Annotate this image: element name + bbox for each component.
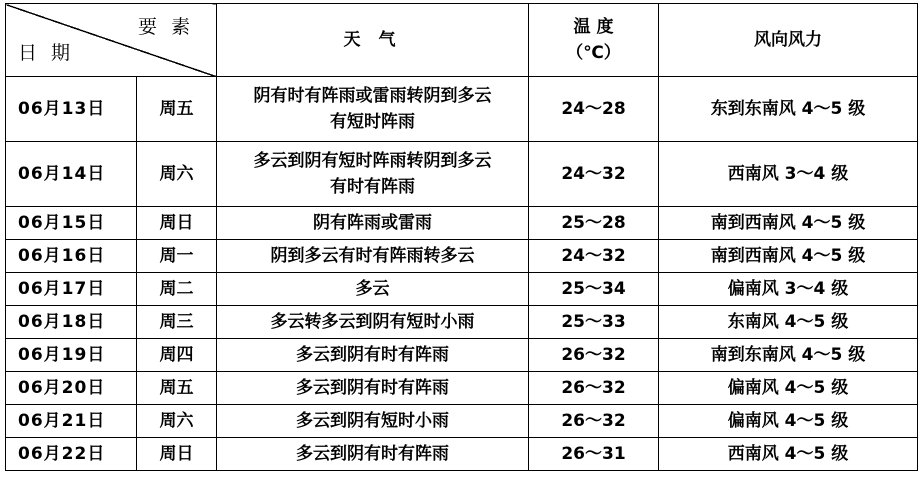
table-body	[6, 77, 918, 471]
date-cell: 06月13日	[6, 77, 137, 142]
table-row	[6, 306, 918, 339]
date-cell: 06月19日	[6, 339, 137, 372]
weekday-cell: 周五	[137, 77, 217, 142]
wind-cell: 西南风 3～4 级	[659, 142, 918, 207]
header-date-label: 日期	[18, 42, 85, 64]
table-row	[6, 273, 918, 306]
weather-forecast-table	[5, 3, 918, 471]
date-cell: 06月20日	[6, 372, 137, 405]
temperature-cell: 25～34	[529, 273, 659, 306]
temperature-cell: 26～32	[529, 405, 659, 438]
header-elements-label: 要素	[137, 16, 204, 38]
wind-cell: 南到西南风 4～5 级	[659, 240, 918, 273]
weather-line1: 多云到阴有时有阵雨	[296, 378, 449, 398]
weekday-cell: 周三	[137, 306, 217, 339]
weather-cell	[217, 438, 529, 471]
temperature-cell: 25～33	[529, 306, 659, 339]
wind-cell: 南到东南风 4～5 级	[659, 339, 918, 372]
table-row	[6, 77, 918, 142]
weather-line1: 阴有时有阵雨或雷雨转阴到多云	[253, 86, 492, 106]
weather-line1: 多云到阴有短时阵雨转阴到多云	[253, 151, 492, 171]
weekday-cell: 周四	[137, 339, 217, 372]
temperature-cell: 26～32	[529, 339, 659, 372]
weather-line1: 阴有阵雨或雷雨	[313, 213, 432, 233]
table-row	[6, 405, 918, 438]
temperature-cell: 24～32	[529, 142, 659, 207]
table-row	[6, 372, 918, 405]
header-weather	[217, 4, 529, 77]
weather-cell	[217, 142, 529, 207]
date-cell: 06月22日	[6, 438, 137, 471]
date-cell: 06月16日	[6, 240, 137, 273]
weekday-cell: 周六	[137, 405, 217, 438]
date-cell: 06月14日	[6, 142, 137, 207]
weekday-cell: 周日	[137, 438, 217, 471]
weather-cell	[217, 339, 529, 372]
table-row	[6, 142, 918, 207]
weather-cell	[217, 273, 529, 306]
weather-cell	[217, 372, 529, 405]
table-row	[6, 240, 918, 273]
weekday-cell: 周日	[137, 207, 217, 240]
header-weather-label: 天 气	[343, 30, 402, 50]
header-temp-line1: 温 度	[573, 17, 614, 37]
temperature-cell: 24～28	[529, 77, 659, 142]
header-temp-line2: （℃）	[566, 43, 621, 63]
date-cell: 06月18日	[6, 306, 137, 339]
date-cell: 06月15日	[6, 207, 137, 240]
weather-cell	[217, 240, 529, 273]
header-wind-label: 风向风力	[754, 30, 822, 50]
weather-cell	[217, 207, 529, 240]
weather-line1: 多云转多云到阴有短时小雨	[270, 312, 475, 332]
table-row	[6, 207, 918, 240]
weekday-cell: 周五	[137, 372, 217, 405]
weather-line1: 多云到阴有短时小雨	[296, 411, 449, 431]
header-temperature	[529, 4, 659, 77]
weather-line2: 有短时阵雨	[330, 112, 415, 132]
weekday-cell: 周二	[137, 273, 217, 306]
date-cell: 06月17日	[6, 273, 137, 306]
temperature-cell: 26～32	[529, 372, 659, 405]
table-row	[6, 339, 918, 372]
weekday-cell: 周一	[137, 240, 217, 273]
weekday-cell: 周六	[137, 142, 217, 207]
weather-cell	[217, 405, 529, 438]
weather-line1: 多云	[355, 279, 390, 299]
weather-cell	[217, 77, 529, 142]
corner-header-cell	[6, 4, 217, 77]
weather-line1: 多云到阴有时有阵雨	[296, 345, 449, 365]
wind-cell: 东南风 4～5 级	[659, 306, 918, 339]
weather-line2: 有时有阵雨	[330, 177, 415, 197]
temperature-cell: 25～28	[529, 207, 659, 240]
temperature-cell: 24～32	[529, 240, 659, 273]
wind-cell: 偏南风 4～5 级	[659, 372, 918, 405]
weather-line1: 多云到阴有时有阵雨	[296, 444, 449, 464]
wind-cell: 西南风 4～5 级	[659, 438, 918, 471]
date-cell: 06月21日	[6, 405, 137, 438]
wind-cell: 东到东南风 4～5 级	[659, 77, 918, 142]
table-row	[6, 438, 918, 471]
weather-line1: 阴到多云有时有阵雨转多云	[270, 246, 475, 266]
header-wind	[659, 4, 918, 77]
weather-cell	[217, 306, 529, 339]
header-row	[6, 4, 918, 77]
temperature-cell: 26～31	[529, 438, 659, 471]
wind-cell: 偏南风 4～5 级	[659, 405, 918, 438]
wind-cell: 偏南风 3～4 级	[659, 273, 918, 306]
wind-cell: 南到西南风 4～5 级	[659, 207, 918, 240]
